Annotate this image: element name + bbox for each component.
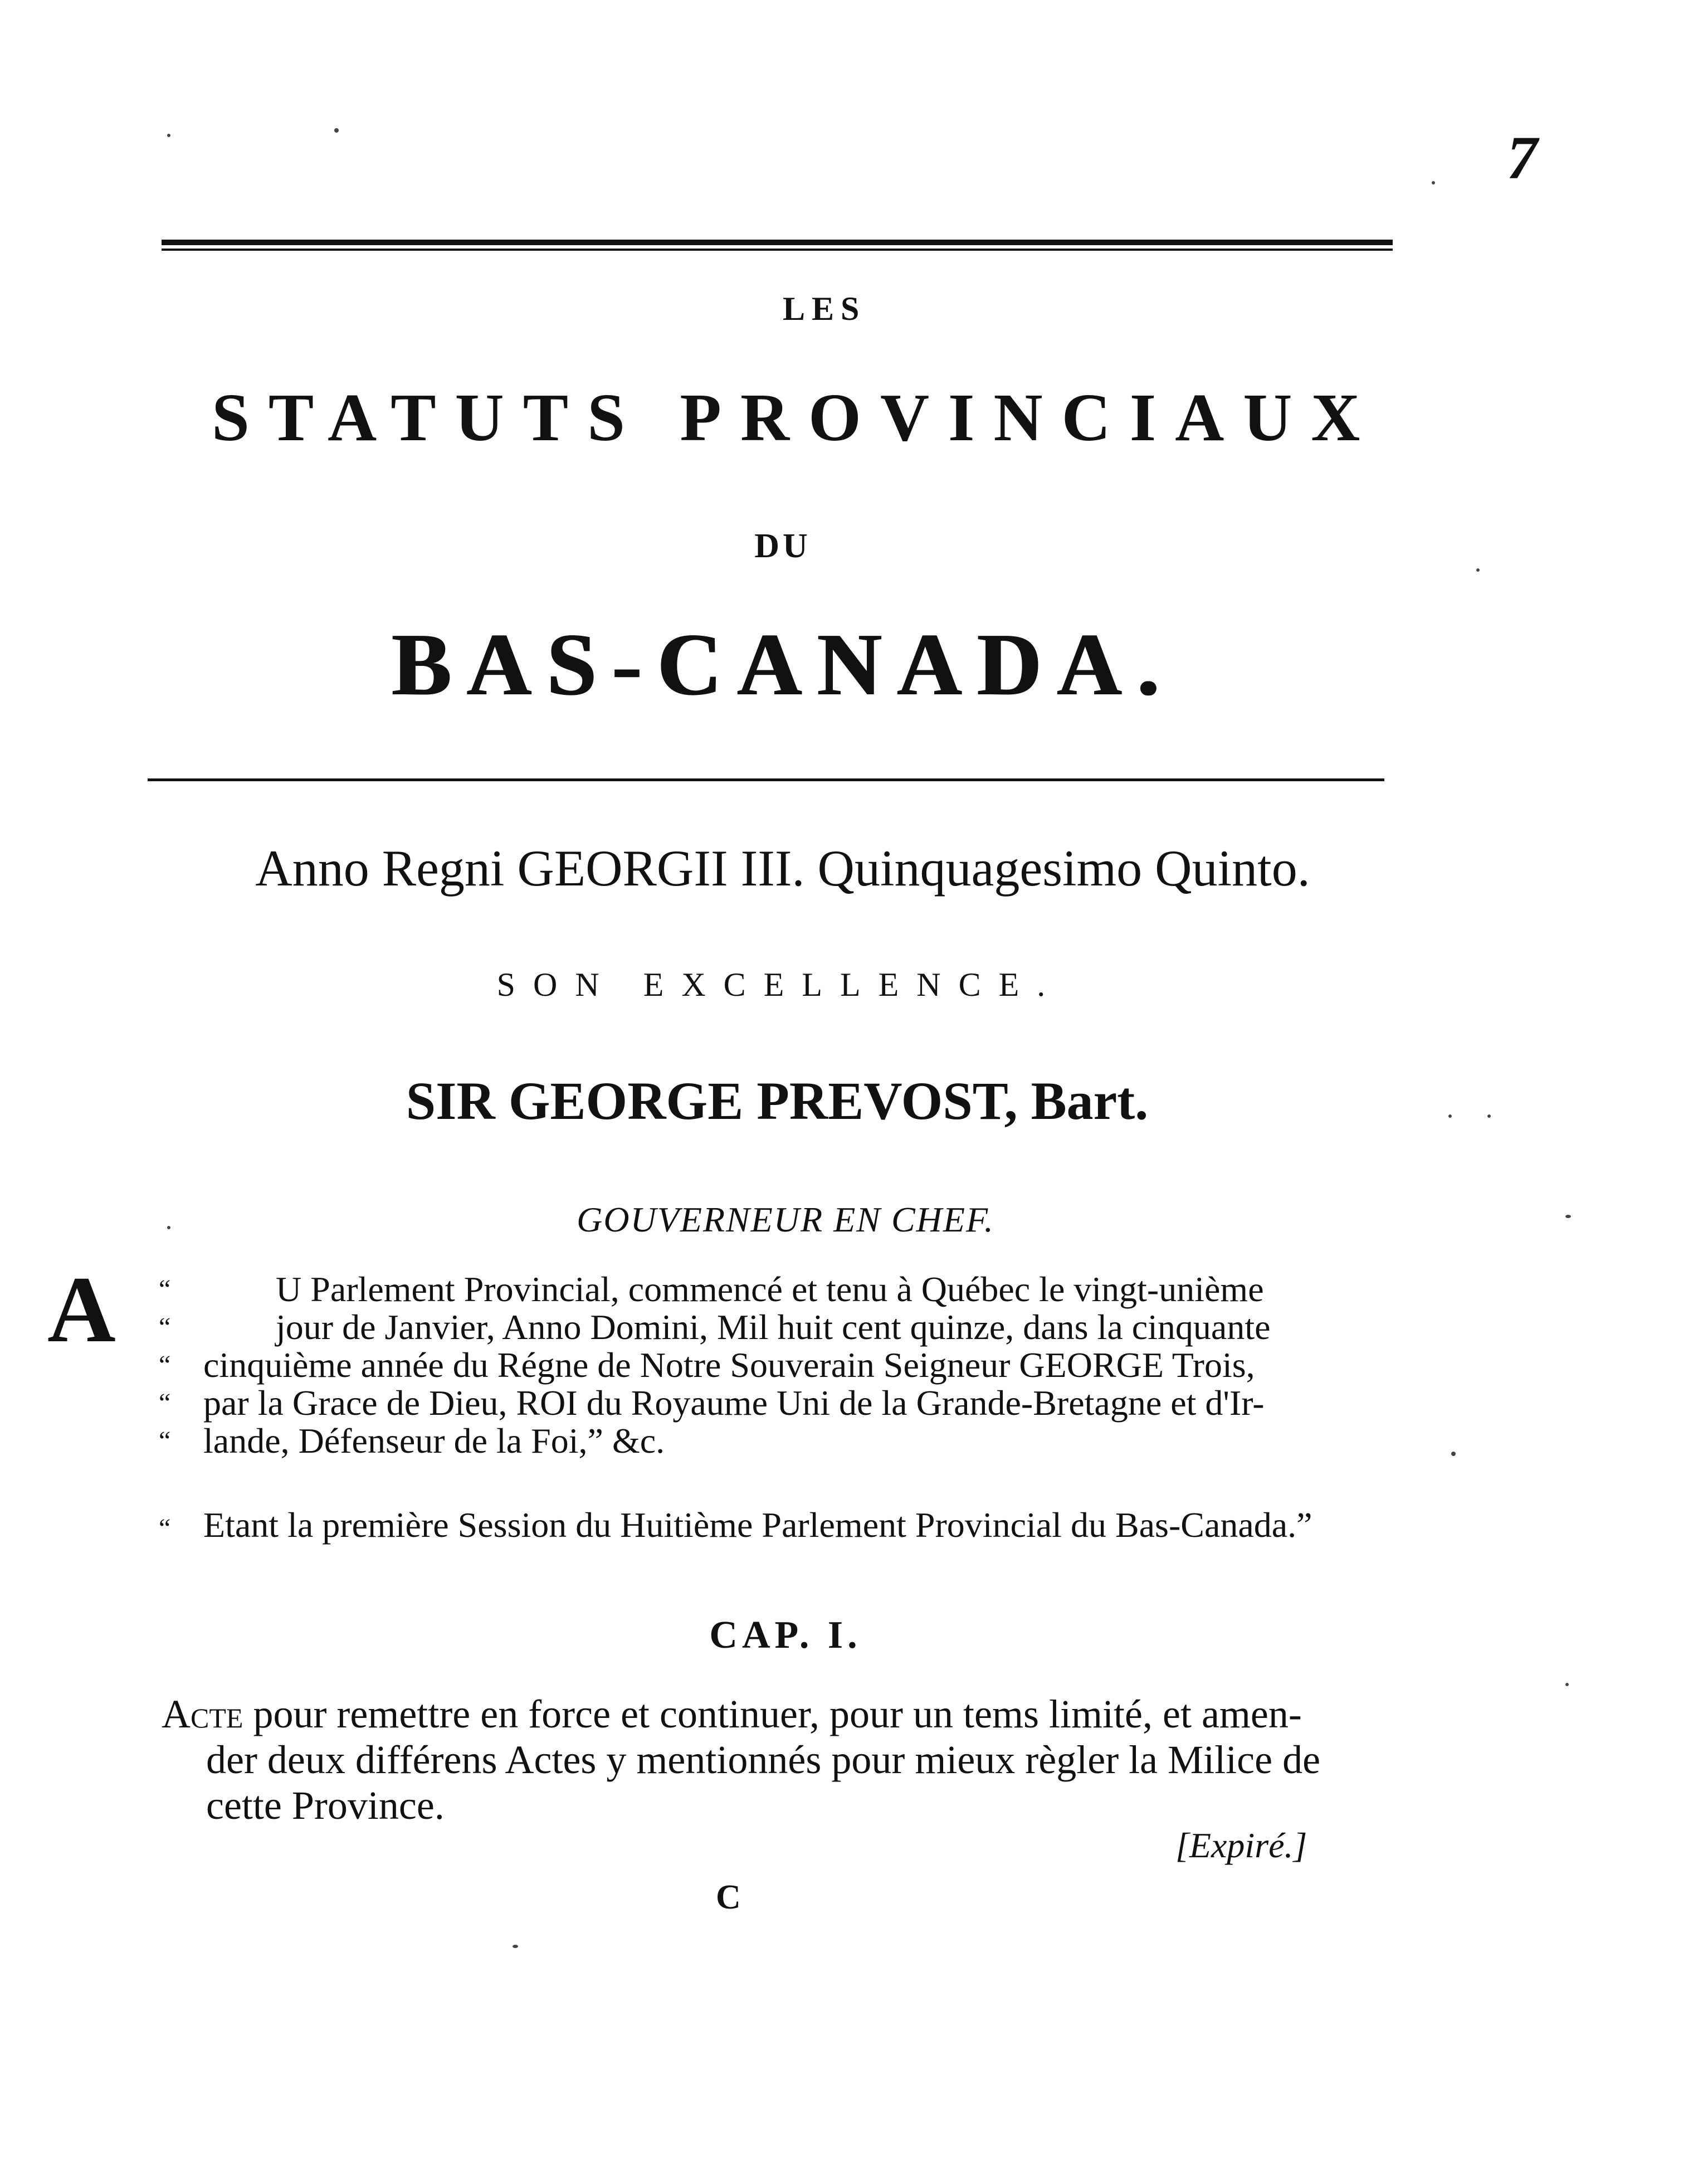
print-speck <box>1432 181 1435 184</box>
act-title-line: cette Province. <box>206 1783 445 1828</box>
regnal-year-line: Anno Regni GEORGII III. Quinquagesimo Quinto. <box>255 840 1310 897</box>
print-speck <box>167 1226 170 1229</box>
heading-title-main: STATUTS PROVINCIAUX <box>212 380 1379 455</box>
heading-du: DU <box>754 527 811 565</box>
governor-title: GOUVERNEUR EN CHEF. <box>577 1200 994 1239</box>
preamble-line-text: cinquième année du Régne de Notre Souverain Seigneur GEORGE Trois, <box>203 1345 1255 1385</box>
preamble-line <box>159 1270 1412 1308</box>
preamble-line-text: lande, Défenseur de la Foi,” &c. <box>203 1421 665 1461</box>
signature-mark: C <box>716 1878 741 1916</box>
session-text: Etant la première Session du Huitième Parlement Provincial du Bas-Canada.” <box>203 1505 1312 1545</box>
act-title-text: pour remettre en force et continuer, pour un tems limité, et amen- <box>253 1692 1302 1736</box>
quote-mark: “ <box>159 1350 171 1380</box>
print-speck <box>1451 1452 1456 1456</box>
header-double-rule <box>162 240 1393 251</box>
governor-name: SIR GEORGE PREVOST, Bart. <box>406 1071 1149 1131</box>
act-title-line: der deux différens Actes y mentionnés pour mieux règler la Milice de <box>206 1737 1321 1782</box>
print-speck <box>167 134 170 137</box>
preamble-line <box>159 1346 1412 1384</box>
preamble-line <box>159 1308 1412 1346</box>
print-speck <box>334 128 339 133</box>
heading-title-place: BAS-CANADA. <box>391 615 1174 714</box>
act-title-paragraph <box>162 1691 1409 1828</box>
section-rule <box>148 778 1384 781</box>
print-speck <box>513 1945 518 1948</box>
quote-mark: “ <box>159 1426 171 1455</box>
expired-note: [Expiré.] <box>1175 1825 1307 1865</box>
excellence-line: SON EXCELLENCE. <box>496 966 1063 1003</box>
preamble-line <box>159 1422 1412 1460</box>
preamble-line-text: jour de Janvier, Anno Domini, Mil huit cent quinze, dans la cinquante <box>276 1307 1271 1347</box>
quote-mark: “ <box>159 1388 171 1418</box>
session-line <box>159 1505 1312 1546</box>
act-title-line <box>162 1691 1409 1737</box>
drop-cap: A <box>47 1257 116 1362</box>
quote-mark: “ <box>159 1312 171 1342</box>
page-number: 7 <box>1507 124 1538 192</box>
quote-mark: “ <box>159 1513 171 1543</box>
chapter-heading: CAP. I. <box>709 1614 862 1657</box>
print-speck <box>1565 1683 1569 1686</box>
preamble-line <box>159 1384 1412 1422</box>
print-speck <box>1448 1114 1452 1118</box>
heading-les: LES <box>783 290 866 327</box>
preamble-line-text: U Parlement Provincial, commencé et tenu à Québec le vingt-unième <box>276 1269 1264 1309</box>
quote-mark: “ <box>159 1274 171 1304</box>
print-speck <box>1487 1114 1491 1118</box>
print-speck <box>1476 568 1480 572</box>
act-word: Acte <box>162 1692 243 1736</box>
preamble-line-text: par la Grace de Dieu, ROI du Royaume Uni de la Grande-Bretagne et d'Ir- <box>203 1383 1265 1423</box>
print-speck <box>1565 1215 1571 1218</box>
preamble-paragraph <box>159 1270 1412 1460</box>
